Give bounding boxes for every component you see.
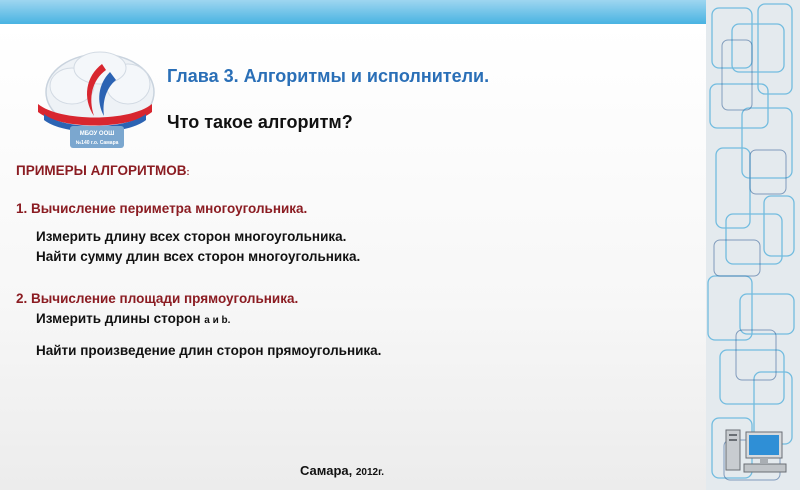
footer-city: Самара,: [300, 463, 356, 478]
logo-line2: №140 г.о. Самара: [75, 140, 119, 146]
logo-line1: МБОУ ООШ: [79, 131, 115, 137]
desktop-computer-icon: [724, 426, 788, 476]
footer-location: [300, 463, 384, 478]
chapter-title: Глава 3. Алгоритмы и исполнители.: [167, 66, 490, 86]
right-decoration: [706, 0, 800, 490]
footer-year: 2012г.: [355, 467, 385, 478]
section-heading-main: ПРИМЕРЫ АЛГОРИТМОВ: [16, 163, 187, 178]
example-area-title: 2. Вычисление площади прямоугольника.: [16, 291, 299, 306]
section-heading: [16, 163, 189, 178]
section-heading-suffix: :: [186, 167, 190, 177]
example-area-step2: Найти произведение длин сторон прямоугольника.: [36, 343, 382, 358]
example-perimeter-step1: Измерить длину всех сторон многоугольника.: [36, 229, 347, 244]
top-bar: [0, 0, 706, 24]
slide-question: Что такое алгоритм?: [167, 112, 353, 132]
example-area-step1-prefix: Измерить длины сторон: [36, 311, 205, 326]
example-perimeter-step2: Найти сумму длин всех сторон многоугольника.: [36, 249, 361, 264]
example-perimeter-title: 1. Вычисление периметра многоугольника.: [16, 201, 308, 216]
circuit-lines-pattern: [706, 0, 800, 490]
example-area-step1: [36, 311, 230, 326]
school-emblem-icon: [30, 42, 160, 152]
example-area-step1-vars: a и b.: [204, 315, 231, 326]
